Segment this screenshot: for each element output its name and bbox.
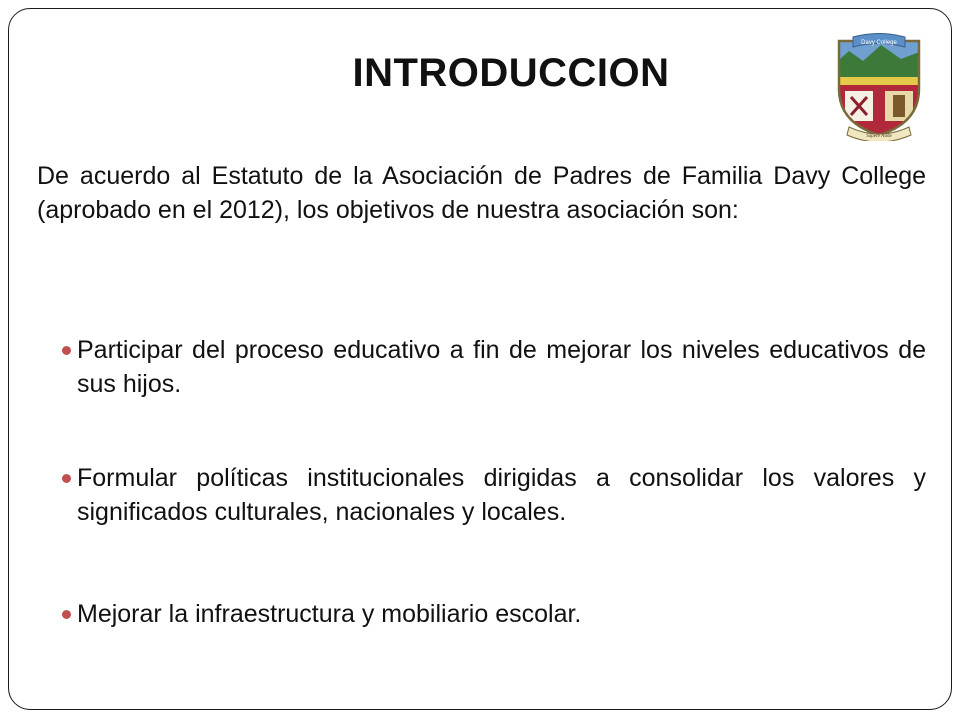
bullet-dot-icon [62,610,71,619]
bullet-text: Formular políticas institucionales dirigidas a consolidar los valores y significados culturales, nacionales y locales. [77,464,926,526]
intro-paragraph: De acuerdo al Estatuto de la Asociación de Padres de Familia Davy College (aprobado en el 2012), los objetivos de nuestra asociación son: [37,162,926,224]
crest-top-banner: Davy College [861,40,897,46]
bullet-dot-icon [62,474,71,483]
bullet-item [77,461,926,529]
slide [8,8,952,710]
bullet-item [77,333,926,401]
bullet-text: Participar del proceso educativo a fin de mejorar los niveles educativos de sus hijos. [77,336,926,398]
slide-title: INTRODUCCION [352,51,670,95]
crest-bottom-banner: Sapere Aude [866,134,892,139]
bullet-text: Mejorar la infraestructura y mobiliario escolar. [77,600,582,628]
school-crest-icon [831,31,927,141]
bullet-item [77,597,926,631]
bullet-dot-icon [62,346,71,355]
